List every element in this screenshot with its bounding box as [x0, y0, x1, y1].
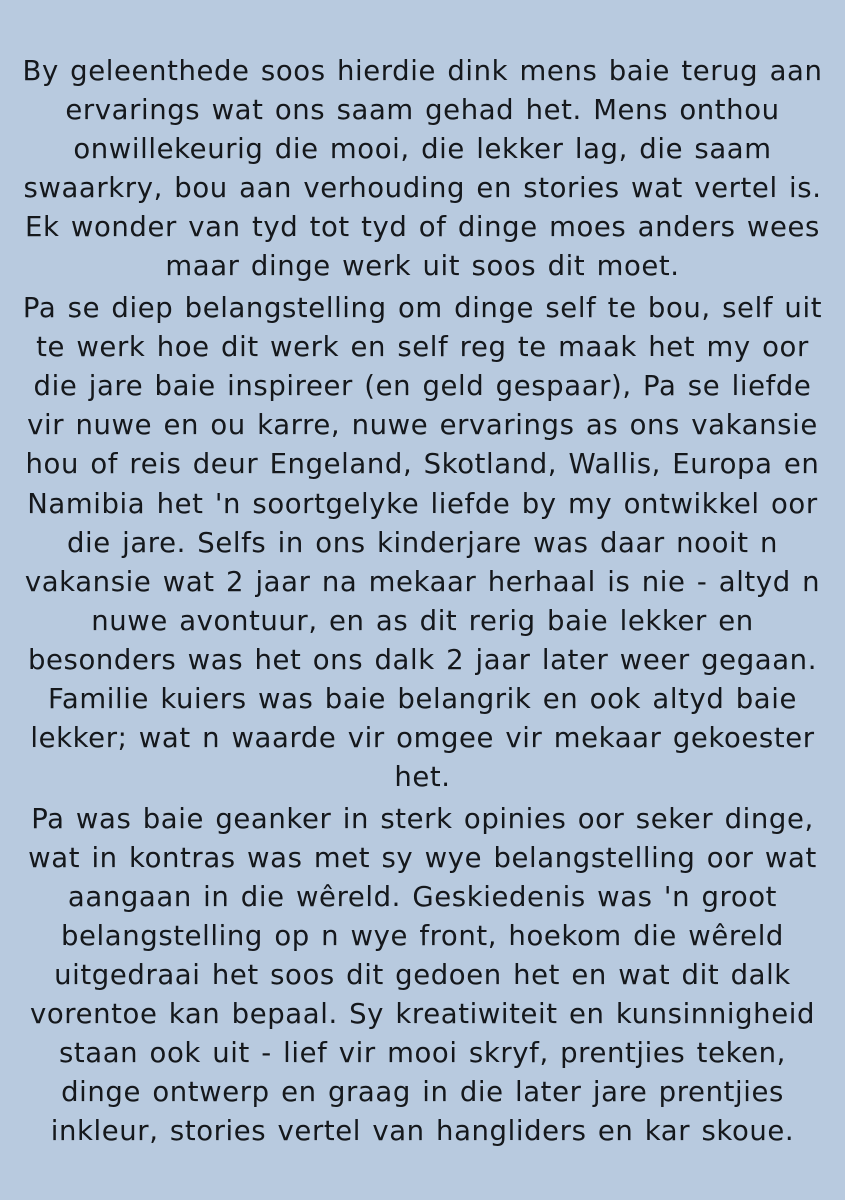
paragraph-2: Pa se diep belangstelling om dinge self te bou, self uit te werk hoe dit werk en self reg te maak het my oor die jare baie inspireer (en geld gespaar), Pa se liefde vir nuwe en ou karre, nuwe ervarings as ons vakansie hou of reis deur Engeland, Skotland, Wallis, Europa en Namibia het 'n soortgelyke liefde by my ontwikkel oor die jare. Selfs in ons kinderjare was daar nooit n vakansie wat 2 jaar na mekaar herhaal is nie - altyd n nuwe avontuur, en as dit rerig baie lekker en besonders was het ons dalk 2 jaar later weer gegaan. Familie kuiers was baie belangrik en ook altyd baie lekker; wat n waarde vir omgee vir mekaar gekoester het. [22, 292, 823, 793]
paragraph-3: Pa was baie geanker in sterk opinies oor seker dinge, wat in kontras was met sy wye belangstelling oor wat aangaan in die wêreld. Geskiedenis was 'n groot belangstelling op n wye front, hoekom die wêreld uitgedraai het soos dit gedoen het en wat dit dalk vorentoe kan bepaal. Sy kreatiwiteit en kunsinnigheid staan ook uit - lief vir mooi skryf, prentjies teken, dinge ontwerp en graag in die later jare prentjies inkleur, stories vertel van hangliders en kar skoue. [28, 802, 817, 1148]
document-text-body [22, 52, 823, 1152]
paragraph-1: By geleenthede soos hierdie dink mens baie terug aan ervarings wat ons saam gehad het. Mens onthou onwillekeurig die mooi, die lekker lag, die saam swaarkry, bou aan verhouding en stories wat vertel is. Ek wonder van tyd tot tyd of dinge moes anders wees maar dinge werk uit soos dit moet. [22, 55, 823, 283]
